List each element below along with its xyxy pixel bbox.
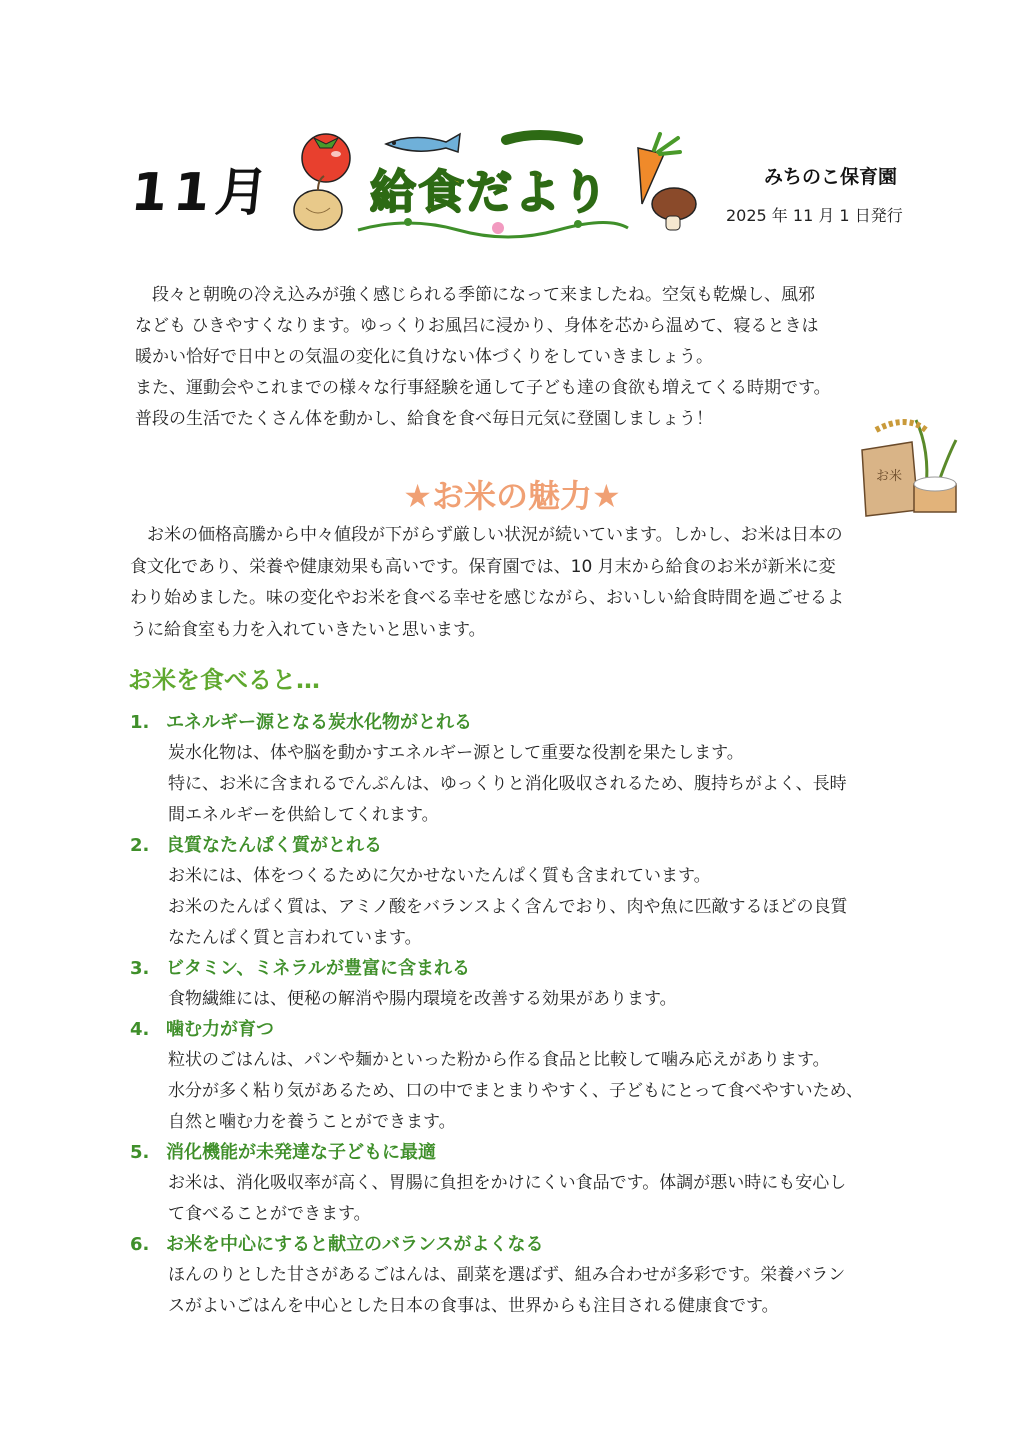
benefit-title (130, 954, 930, 984)
benefit-item (130, 1138, 930, 1230)
benefit-body (168, 984, 924, 1015)
benefit-list (130, 708, 930, 1322)
benefit-line: お米は、消化吸収率が高く、胃腸に負担をかけにくい食品です。体調が悪い時にも安心し (168, 1173, 847, 1193)
benefit-line: 水分が多く粘り気があるため、口の中でまとまりやすく、子どもにとって食べやすいため、 (168, 1081, 863, 1101)
banner-title: 給食だより (370, 165, 610, 219)
benefit-line: 食物繊維には、便秘の解消や腸内環境を改善する効果があります。 (168, 989, 677, 1009)
benefit-item (130, 1230, 930, 1322)
benefit-line: スがよいごはんを中心とした日本の食事は、世界からも注目される健康食です。 (168, 1296, 779, 1316)
benefit-title (130, 1230, 930, 1260)
intro-line: また、運動会やこれまでの様々な行事経験を通して子ども達の食欲も増えてくる時期です。 (135, 378, 831, 398)
benefit-line: 粒状のごはんは、パンや麺かといった粉から作る食品と比較して噛み応えがあります。 (168, 1050, 830, 1070)
benefit-item (130, 831, 930, 954)
benefit-title-text: 消化機能が未発達な子どもに最適 (166, 1142, 436, 1163)
lead-paragraph (130, 520, 922, 646)
benefit-number: 2. (130, 835, 150, 856)
cucumber-icon (506, 135, 578, 140)
benefit-title-text: エネルギー源となる炭水化物がとれる (166, 712, 472, 733)
benefit-title (130, 1015, 930, 1045)
benefit-body (168, 861, 924, 954)
intro-line: 段々と朝晩の冷え込みが強く感じられる季節になって来ましたね。空気も乾燥し、風邪 (135, 285, 815, 305)
benefit-line: 炭水化物は、体や脳を動かすエネルギー源として重要な役割を果たします。 (168, 743, 744, 763)
benefit-item (130, 1015, 930, 1138)
benefit-number: 5. (130, 1142, 150, 1163)
intro-line: なども ひきやすくなります。ゆっくりお風呂に浸かり、身体を芯から温めて、寝るときは (135, 316, 819, 336)
benefit-line: お米のたんぱく質は、アミノ酸をバランスよく含んでおり、肉や魚に匹敵するほどの良質 (168, 897, 848, 917)
benefit-line: 間エネルギーを供給してくれます。 (168, 805, 439, 825)
lead-line: 食文化であり、栄養や健康効果も高いです。保育園では、10 月末から給食のお米が新米に変 (130, 556, 836, 577)
benefit-number: 6. (130, 1234, 150, 1255)
lead-line: わり始めました。味の変化やお米を食べる幸せを感じながら、おいしい給食時間を過ごせるよ (130, 588, 844, 608)
issue-date: 2025 年 11 月 1 日発行 (726, 206, 903, 225)
tomato-icon (302, 134, 350, 182)
intro-line: 暖かい恰好で日中との気温の変化に負けない体づくりをしていきましょう。 (135, 347, 713, 367)
benefit-number: 3. (130, 958, 150, 979)
benefit-item (130, 708, 930, 831)
benefit-line: なたんぱく質と言われています。 (168, 928, 422, 948)
month-label: 11月 (128, 163, 277, 223)
newsletter-banner (288, 128, 700, 246)
benefit-title-text: 良質なたんぱく質がとれる (166, 835, 382, 856)
benefit-title (130, 708, 930, 738)
benefit-title-text: ビタミン、ミネラルが豊富に含まれる (166, 958, 471, 979)
lead-line: うに給食室も力を入れていきたいと思います。 (130, 619, 486, 640)
benefit-title-text: 噛む力が育つ (166, 1019, 274, 1040)
benefit-item (130, 954, 930, 1015)
rice-bag-label: お米 (876, 469, 903, 484)
intro-paragraph (135, 280, 915, 435)
intro-line: 普段の生活でたくさん体を動かし、給食を食べ毎日元気に登園しましょう！ (135, 409, 713, 429)
benefit-body (168, 738, 924, 831)
benefit-title (130, 1138, 930, 1168)
sub-heading: お米を食べると… (128, 666, 320, 694)
benefit-body (168, 1168, 924, 1230)
lead-line: お米の価格高騰から中々値段が下がらず厳しい状況が続いています。しかし、お米は日本の (147, 525, 843, 545)
benefit-line: お米には、体をつくるために欠かせないたんぱく質も含まれています。 (168, 866, 711, 886)
benefit-number: 4. (130, 1019, 150, 1040)
benefit-line: て食べることができます。 (168, 1204, 371, 1224)
benefit-number: 1. (130, 712, 150, 733)
mushroom-icon (652, 188, 696, 230)
benefit-body (168, 1260, 924, 1322)
fish-icon (386, 134, 460, 152)
benefit-line: 自然と噛む力を養うことができます。 (168, 1112, 456, 1132)
benefit-line: 特に、お米に含まれるでんぷんは、ゆっくりと消化吸収されるため、腹持ちがよく、長時 (168, 774, 847, 794)
benefit-body (168, 1045, 924, 1138)
benefit-title-text: お米を中心にすると献立のバランスがよくなる (166, 1234, 544, 1255)
benefit-title (130, 831, 930, 861)
section-title: ★お米の魅力★ (403, 477, 621, 515)
school-name: みちのこ保育園 (764, 166, 898, 188)
onion-icon (294, 176, 342, 230)
benefit-line: ほんのりとした甘さがあるごはんは、副菜を選ばず、組み合わせが多彩です。栄養バラン (168, 1265, 846, 1285)
